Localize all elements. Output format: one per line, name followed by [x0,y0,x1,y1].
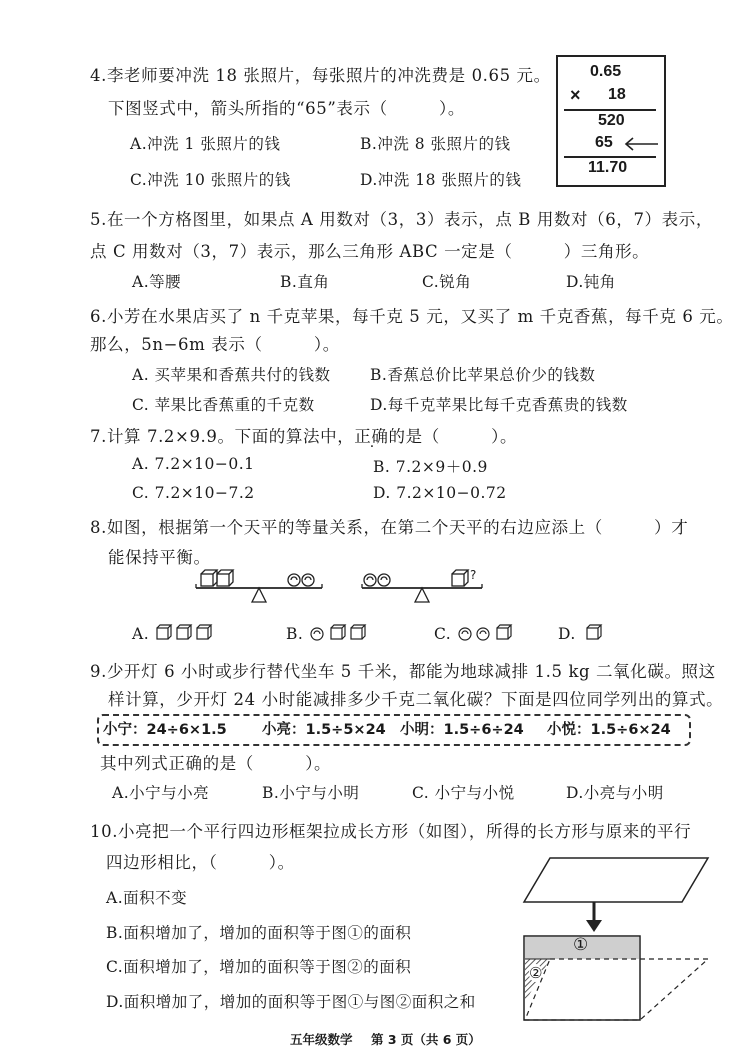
ball-and-cube-icon [309,624,379,642]
q9-option-a: A.小宁与小亮 [112,784,210,802]
q9-option-d: D.小亮与小明 [566,784,664,802]
q9-formula-xiaoming: 小明：1.5÷6÷24 [400,722,524,738]
q9-formula-xiaoliang: 小亮：1.5÷5×24 [262,722,386,738]
q9-stem-line3: 其中列式正确的是（ ）。 [100,754,332,773]
unknown-weight-label: ? [470,568,477,582]
q8-option-d [558,624,611,643]
region-2-label: ② [529,964,543,982]
q4-option-c: C.冲洗 10 张照片的钱 [130,171,291,189]
q7-stem-emphasis: 正确 [354,427,389,446]
q6-option-d: D.每千克苹果比每千克香蕉贵的钱数 [370,396,628,414]
q9-stem-line1: 9.少开灯 6 小时或步行替代坐车 5 千米，都能为地球减排 1.5 kg 二氧化碳。照这 [90,662,716,681]
q10-option-d: D.面积增加了，增加的面积等于图①与图②面积之和 [106,993,476,1011]
balance-scale-1 [190,566,340,608]
q5-option-a: A.等腰 [132,273,182,291]
cube-icon [581,624,611,642]
q8-option-c [434,624,527,643]
q5-option-c: C.锐角 [422,273,472,291]
cube-icon [155,624,225,642]
q6-option-c: C. 苹果比香蕉重的千克数 [132,396,315,414]
calc-partial-2: 65 [595,134,613,151]
q8-option-a [132,624,225,643]
footer-page-number: 第 3 页（共 6 页） [371,1032,481,1047]
calc-product: 11.70 [588,159,628,176]
calc-multiplier: 18 [608,86,626,103]
q8-stem-line1: 8.如图，根据第一个天平的等量关系，在第二个天平的右边应添上（ ）才 [90,518,689,537]
q5-stem-line2: 点 C 用数对（3，7）表示，那么三角形 ABC 一定是（ ）三角形。 [90,242,650,261]
calc-multiplicand: 0.65 [590,63,622,80]
q7-stem-part2: 的是（ ）。 [388,427,518,446]
balls-and-cube-icon [457,624,527,642]
footer-subject: 五年级数学 [290,1032,353,1047]
q4-stem-line1: 4.李老师要冲洗 18 张照片，每张照片的冲洗费是 0.65 元。 [90,66,551,85]
q7-option-d: D. 7.2×10−0.72 [373,484,507,502]
calc-partial-1: 520 [598,112,625,129]
q6-option-b: B.香蕉总价比苹果总价少的钱数 [370,366,596,384]
calc-rule-2 [564,156,656,158]
q10-stem-line1: 10.小亮把一个平行四边形框架拉成长方形（如图），所得的长方形与原来的平行 [90,822,692,841]
calc-times-sign: × [570,85,581,105]
q6-stem-line2: 那么，5n−6m 表示（ ）。 [90,335,340,354]
q9-formula-xiaoyue: 小悦：1.5÷6×24 [547,722,671,738]
q6-option-a: A. 买苹果和香蕉共付的钱数 [132,366,331,384]
parallelogram-to-rectangle-figure [512,852,722,1028]
left-arrow-icon [624,137,660,151]
q7-stem [90,423,517,447]
q8-stem-line2: 能保持平衡。 [108,548,211,567]
calc-rule-1 [564,109,656,111]
q10-option-a: A.面积不变 [106,889,188,907]
q8-option-b [286,624,379,643]
region-1-label: ① [573,935,589,955]
q7-option-b: B. 7.2×9＋0.9 [373,458,488,476]
q8-option-a-label: A. [132,625,150,643]
q6-stem-line1: 6.小芳在水果店买了 n 千克苹果，每千克 5 元，又买了 m 千克香蕉，每千克 6 元。 [90,307,734,326]
q9-stem-line2: 样计算，少开灯 24 小时能减排多少千克二氧化碳？下面是四位同学列出的算式。 [108,690,724,709]
q7-stem-part1: 7.计算 7.2×9.9。下面的算法中， [90,427,355,446]
q7-option-a: A. 7.2×10−0.1 [132,455,255,473]
q9-option-b: B.小宁与小明 [262,784,360,802]
q10-option-c: C.面积增加了，增加的面积等于图②的面积 [106,958,412,976]
q8-option-b-label: B. [286,625,304,643]
q7-option-c: C. 7.2×10−7.2 [132,484,255,502]
q5-stem-line1: 5.在一个方格图里，如果点 A 用数对（3，3）表示，点 B 用数对（6，7）表示， [90,210,713,229]
q5-option-b: B.直角 [280,273,330,291]
q4-option-d: D.冲洗 18 张照片的钱 [360,171,522,189]
q9-formula-xiaoning: 小宁：24÷6×1.5 [103,722,227,738]
q4-stem-line2: 下图竖式中，箭头所指的“65”表示（ ）。 [108,99,465,118]
q4-vertical-multiplication-box [556,55,666,187]
q8-option-c-label: C. [434,625,452,643]
q5-option-d: D.钝角 [566,273,616,291]
q10-option-b: B.面积增加了，增加的面积等于图①的面积 [106,924,412,942]
q8-option-d-label: D. [558,625,576,643]
q10-stem-line2: 四边形相比，（ ）。 [106,853,295,872]
q4-option-a: A.冲洗 1 张照片的钱 [130,135,281,153]
q9-option-c: C. 小宁与小悦 [412,784,515,802]
q4-option-b: B.冲洗 8 张照片的钱 [360,135,511,153]
